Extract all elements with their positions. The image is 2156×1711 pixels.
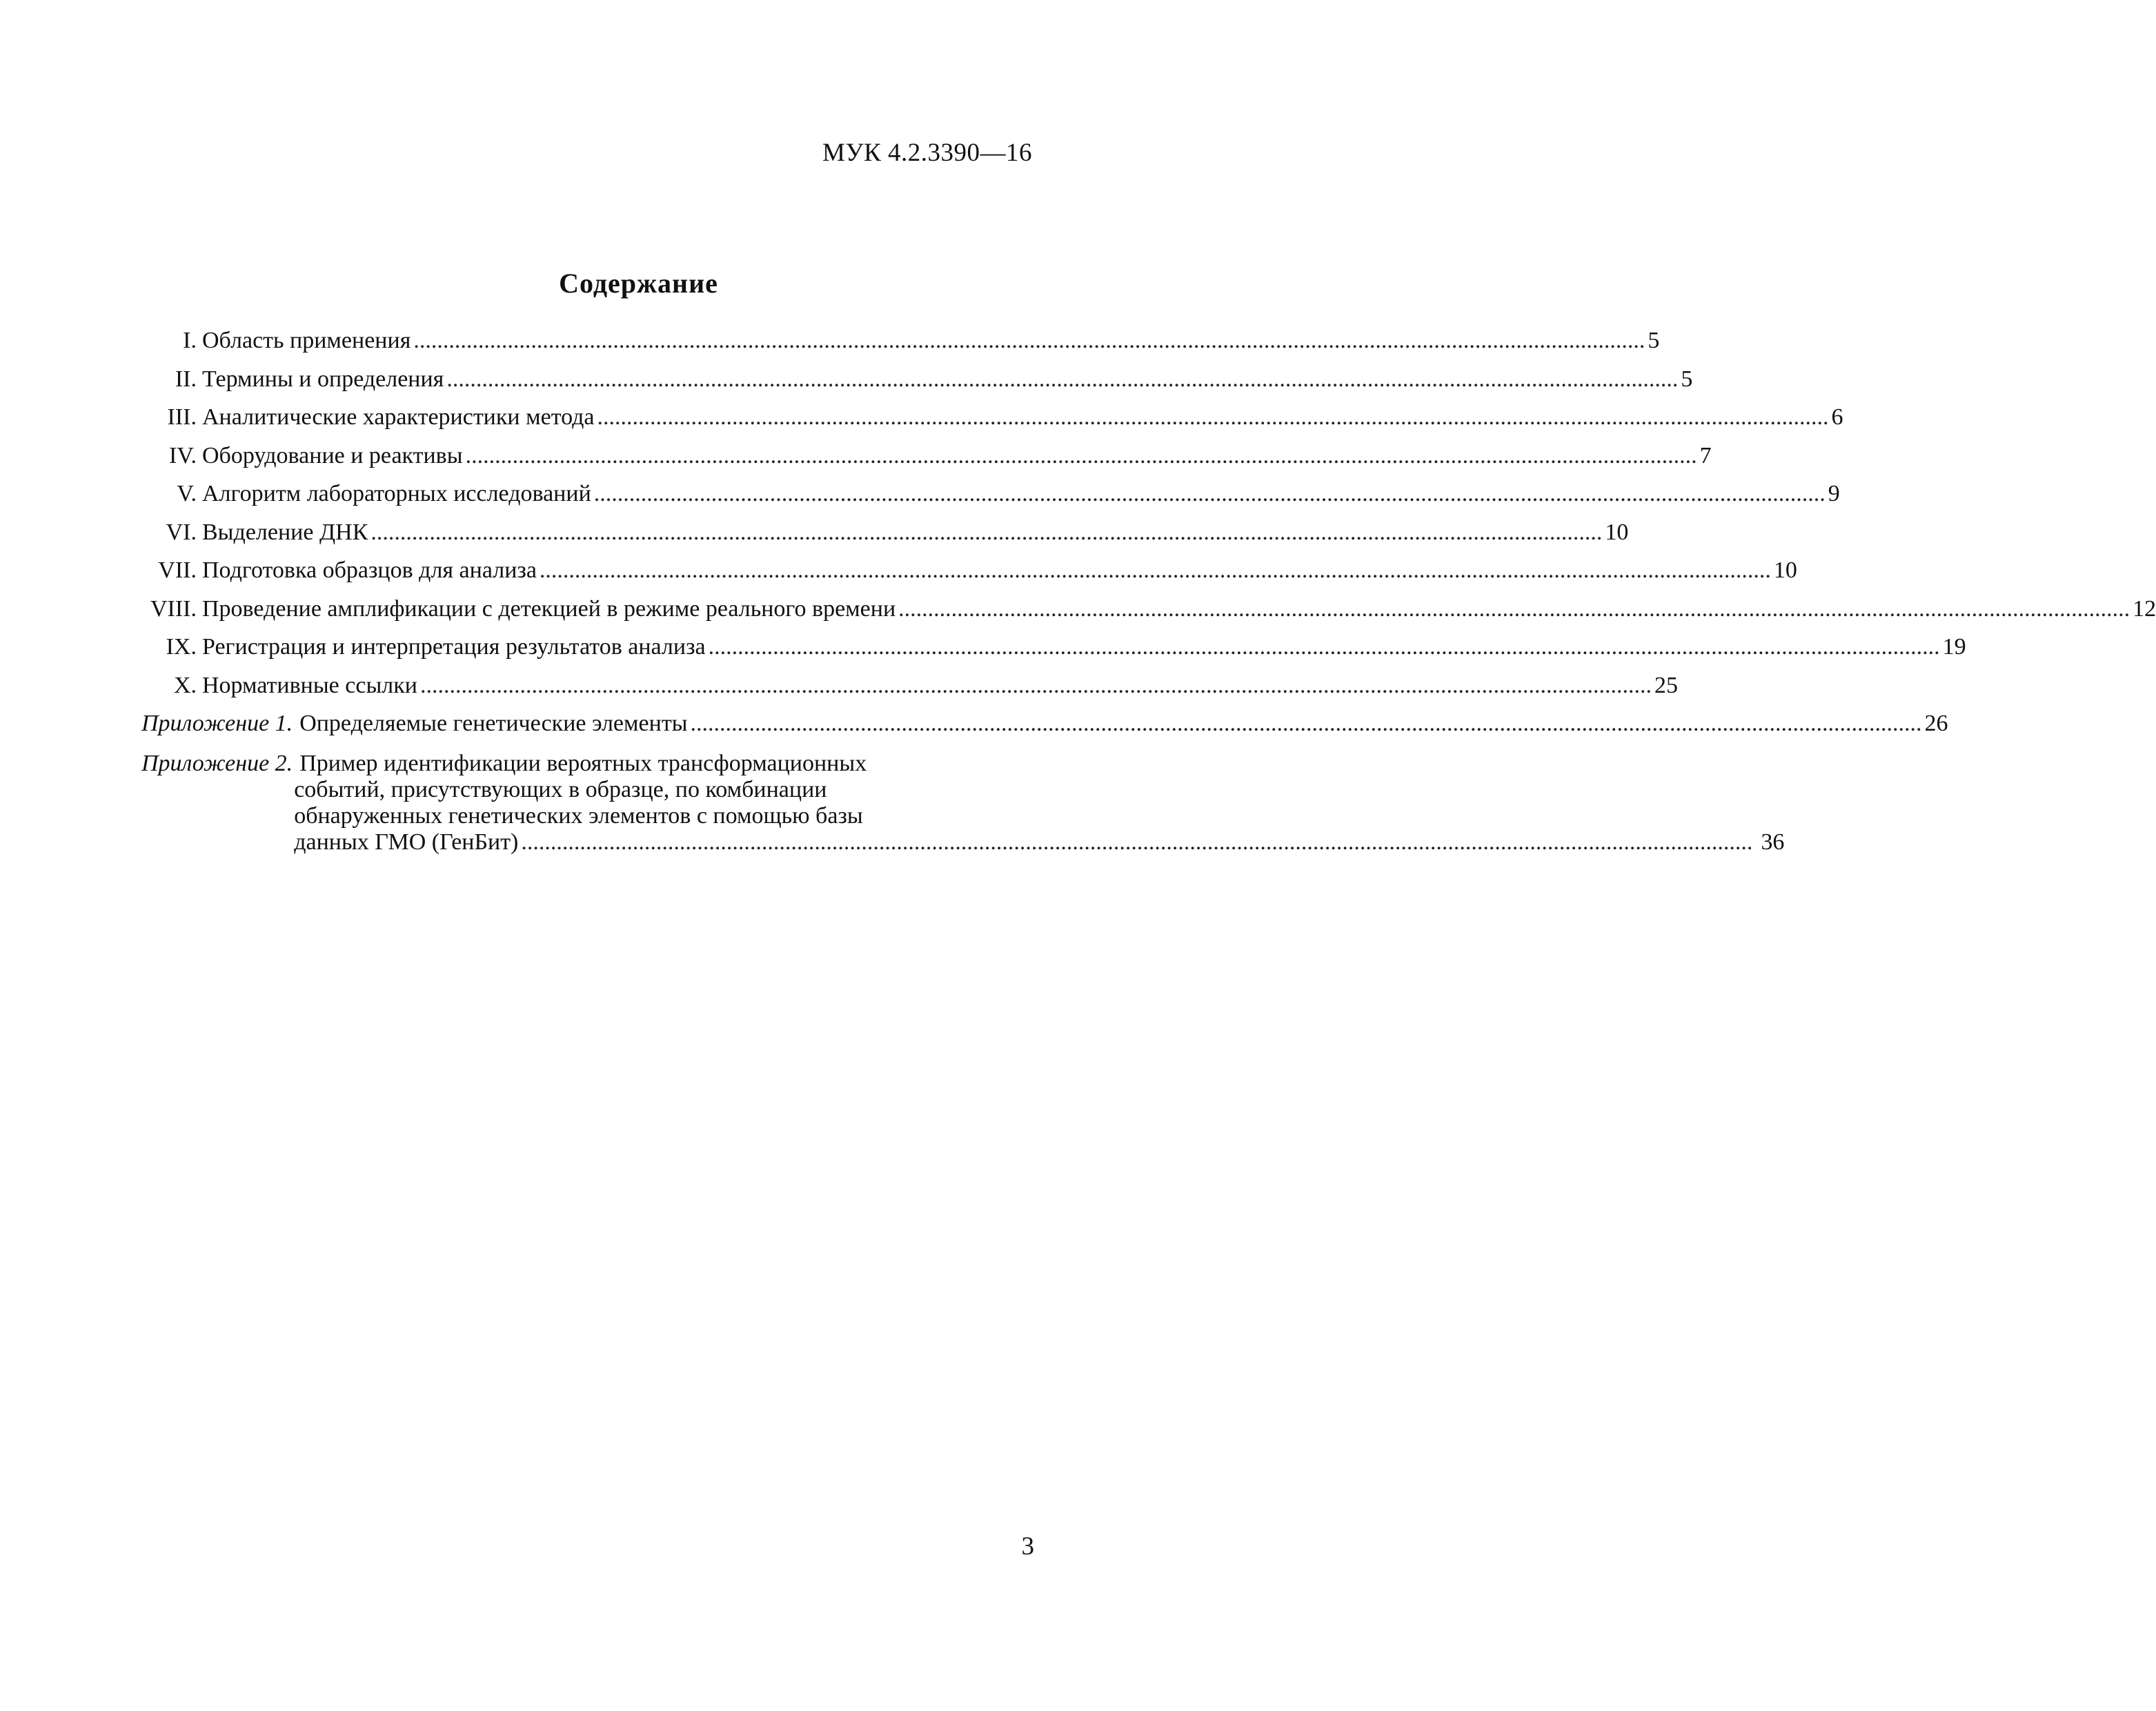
toc-entry-page: 5 (1648, 328, 1660, 353)
toc-entry-page: 7 (1699, 442, 1712, 468)
dot-leader (466, 443, 1697, 469)
toc-entry-number: VI. (166, 519, 197, 545)
toc-entry-number: IV. (169, 442, 197, 468)
appendix-label: Приложение 2. (141, 750, 293, 776)
appendix-page: 26 (1924, 711, 1948, 736)
toc-entry-title: Аналитические характеристики метода (202, 404, 595, 430)
dot-leader (898, 596, 2130, 622)
toc-entry[interactable] (141, 442, 1712, 482)
toc-entry[interactable] (141, 366, 1693, 405)
dot-leader (446, 366, 1678, 393)
page-number: 3 (1021, 1532, 1034, 1561)
toc-entry-page: 25 (1654, 672, 1678, 698)
toc-entry-title: Оборудование и реактивы (202, 442, 463, 468)
dot-leader (597, 404, 1829, 431)
dot-leader (540, 557, 1771, 584)
toc-entry-title: Термины и определения (202, 366, 444, 392)
toc-entry[interactable] (141, 634, 1966, 673)
toc-entry-page: 6 (1831, 404, 1843, 430)
toc-entry-number: VII. (158, 557, 197, 583)
toc-entry[interactable] (141, 404, 1843, 443)
toc-entry-number: X. (173, 672, 197, 698)
toc-appendix-2[interactable] (141, 750, 1785, 856)
toc-entry-number: VIII. (150, 595, 197, 622)
toc-entry-page: 5 (1681, 366, 1693, 392)
toc-entry-number: IX. (166, 634, 197, 660)
toc-entry-page: 10 (1605, 519, 1629, 545)
toc-entry[interactable] (141, 519, 1629, 558)
toc-entry-title: Подготовка образцов для анализа (202, 557, 537, 583)
dot-leader (594, 481, 1826, 507)
toc-entry-title: Проведение амплификации с детекцией в режиме реального времени (202, 595, 896, 622)
toc-entry-number: V. (177, 481, 197, 506)
toc-entry[interactable] (141, 328, 1660, 366)
dot-leader (521, 829, 1758, 856)
dot-leader (413, 328, 1645, 354)
dot-leader (709, 634, 1940, 660)
toc-entry[interactable] (141, 672, 1678, 711)
appendix-label: Приложение 1. (141, 711, 293, 736)
table-of-contents (141, 328, 2156, 856)
toc-entry[interactable] (141, 557, 1797, 596)
dot-leader (370, 520, 1602, 546)
toc-entry-title: Выделение ДНК (202, 519, 368, 545)
toc-entry[interactable] (141, 595, 2156, 635)
appendix-title-line: Пример идентификации вероятных трансформационных (299, 750, 867, 776)
dot-leader (420, 673, 1652, 699)
toc-entry-page: 19 (1942, 634, 1966, 660)
appendix-title-line: обнаруженных генетических элементов с помощью базы (294, 802, 863, 829)
appendix-last-line (294, 829, 1784, 856)
toc-entry-page: 9 (1828, 481, 1840, 506)
toc-entry-page: 10 (1773, 557, 1797, 583)
appendix-title-line: данных ГМО (ГенБит) (294, 829, 519, 855)
toc-entry-number: II. (175, 366, 197, 392)
toc-appendix-1[interactable] (141, 711, 1948, 749)
document-code: МУК 4.2.3390—16 (822, 139, 1032, 167)
toc-entry-title: Нормативные ссылки (202, 672, 417, 698)
toc-entry-page: 12 (2133, 595, 2156, 622)
appendix-page: 36 (1761, 829, 1785, 855)
toc-entry-title: Область применения (202, 328, 411, 353)
toc-entry-title: Алгоритм лабораторных исследований (202, 481, 591, 506)
dot-leader (691, 711, 1922, 737)
appendix-title-line: событий, присутствующих в образце, по комбинации (294, 776, 827, 802)
appendix-title: Определяемые генетические элементы (299, 711, 688, 736)
toc-title: Содержание (559, 268, 718, 299)
toc-entry[interactable] (141, 481, 1840, 520)
appendix-title-block (293, 751, 1784, 856)
toc-entry-number: I. (183, 328, 197, 353)
toc-entry-title: Регистрация и интерпретация результатов анализа (202, 634, 706, 660)
toc-entry-number: III. (167, 404, 197, 430)
